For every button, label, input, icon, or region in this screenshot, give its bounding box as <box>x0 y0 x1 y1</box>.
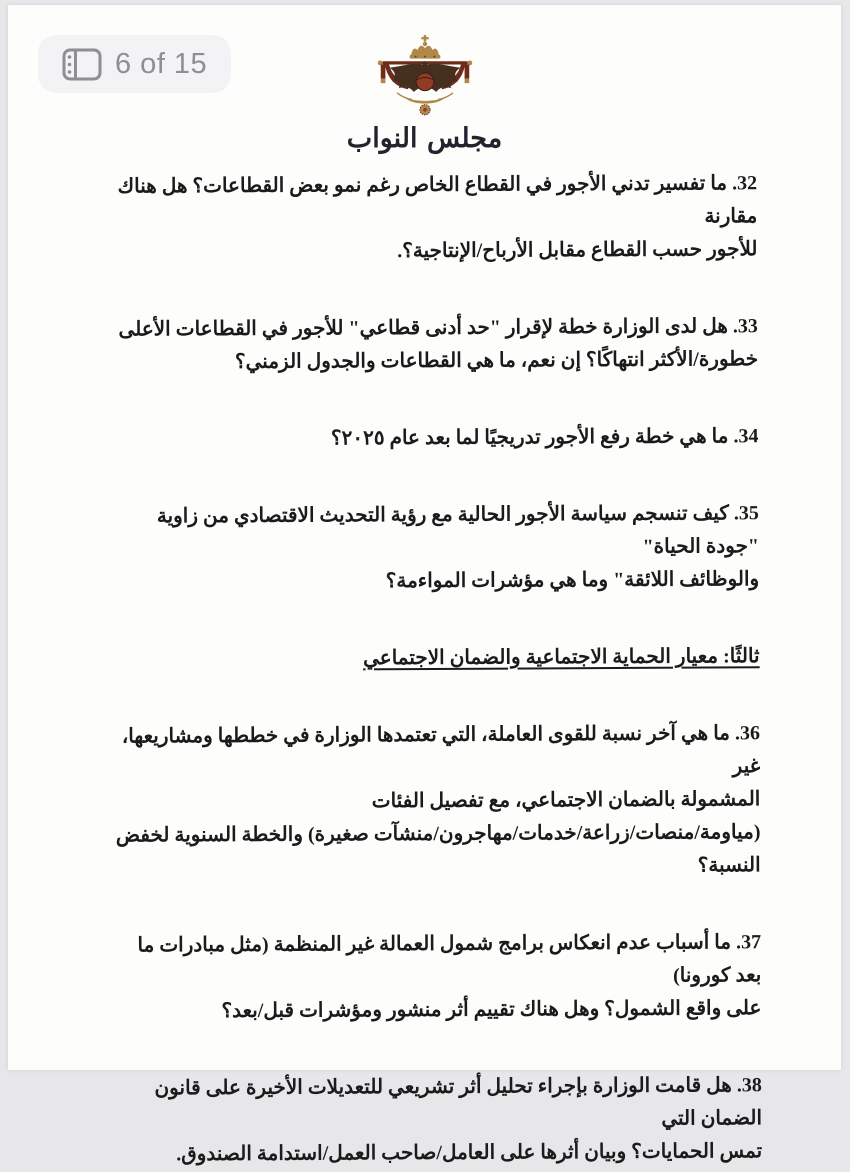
question-paragraph-37: 37. ما أسباب عدم انعكاس برامج شمول العمالة غير المنظمة (مثل مبادرات ما بعد كورونا) على واقع الشمول؟ وهل هناك تقييم أثر منشور ومؤشرات قبل/بعد؟ <box>137 931 762 1023</box>
question-paragraph-32: 32. ما تفسير تدني الأجور في القطاع الخاص رغم نمو بعض القطاعات؟ هل هناك مقارنة للأجور حسب القطاع مقابل الأرباح/الإنتاجية؟. <box>117 172 758 263</box>
question-paragraph-38: 38. هل قامت الوزارة بإجراء تحليل أثر تشريعي للتعديلات الأخيرة على قانون الضمان التي تمس الحمايات؟ وبيان أثرها على العامل/صاحب العمل/استدامة الصندوق. <box>154 1074 763 1166</box>
question-paragraph-33: 33. هل لدى الوزارة خطة لإقرار "حد أدنى قطاعي" للأجور في القطاعات الأعلى خطورة/الأكثر انتهاكًا؟ إن نعم، ما هي القطاعات والجدول الزمني؟ <box>118 315 759 373</box>
orb-icon <box>416 73 434 91</box>
crown-icon <box>409 35 440 59</box>
question-paragraph-35: 35. كيف تنسجم سياسة الأجور الحالية مع رؤية التحديث الاقتصادي من زاوية "جودة الحياة" والوظائف اللائقة" وما هي مؤشرات المواءمة؟ <box>156 502 760 593</box>
document-page <box>8 5 841 1166</box>
question-paragraph-36: 36. ما هي آخر نسبة للقوى العاملة، التي تعتمدها الوزارة في خططها ومشاريعها، غير المشمولة بالضمان الاجتماعي، مع تفصيل الفئات (مياومة/منصات/زراعة/خدمات/مهاجرون/منشآت صغيرة) والخطة السنوية لخفض النسبة؟ <box>115 722 761 877</box>
thumbnails-icon <box>62 48 102 81</box>
document-body <box>8 161 846 1172</box>
parliament-calligraphy-logo: مجلس النواب <box>346 123 503 154</box>
page-indicator-badge[interactable] <box>38 35 231 93</box>
page-indicator-label: 6 of 15 <box>115 47 208 80</box>
wreath-medal <box>397 93 453 115</box>
question-paragraph-34: 34. ما هي خطة رفع الأجور تدريجيًا لما بعد عام ٢٠٢٥؟ <box>330 425 759 450</box>
jordan-royal-crest-emblem <box>369 35 481 121</box>
section-heading-third-criterion: ثالثًا: معيار الحماية الاجتماعية والضمان الاجتماعي <box>363 645 760 670</box>
